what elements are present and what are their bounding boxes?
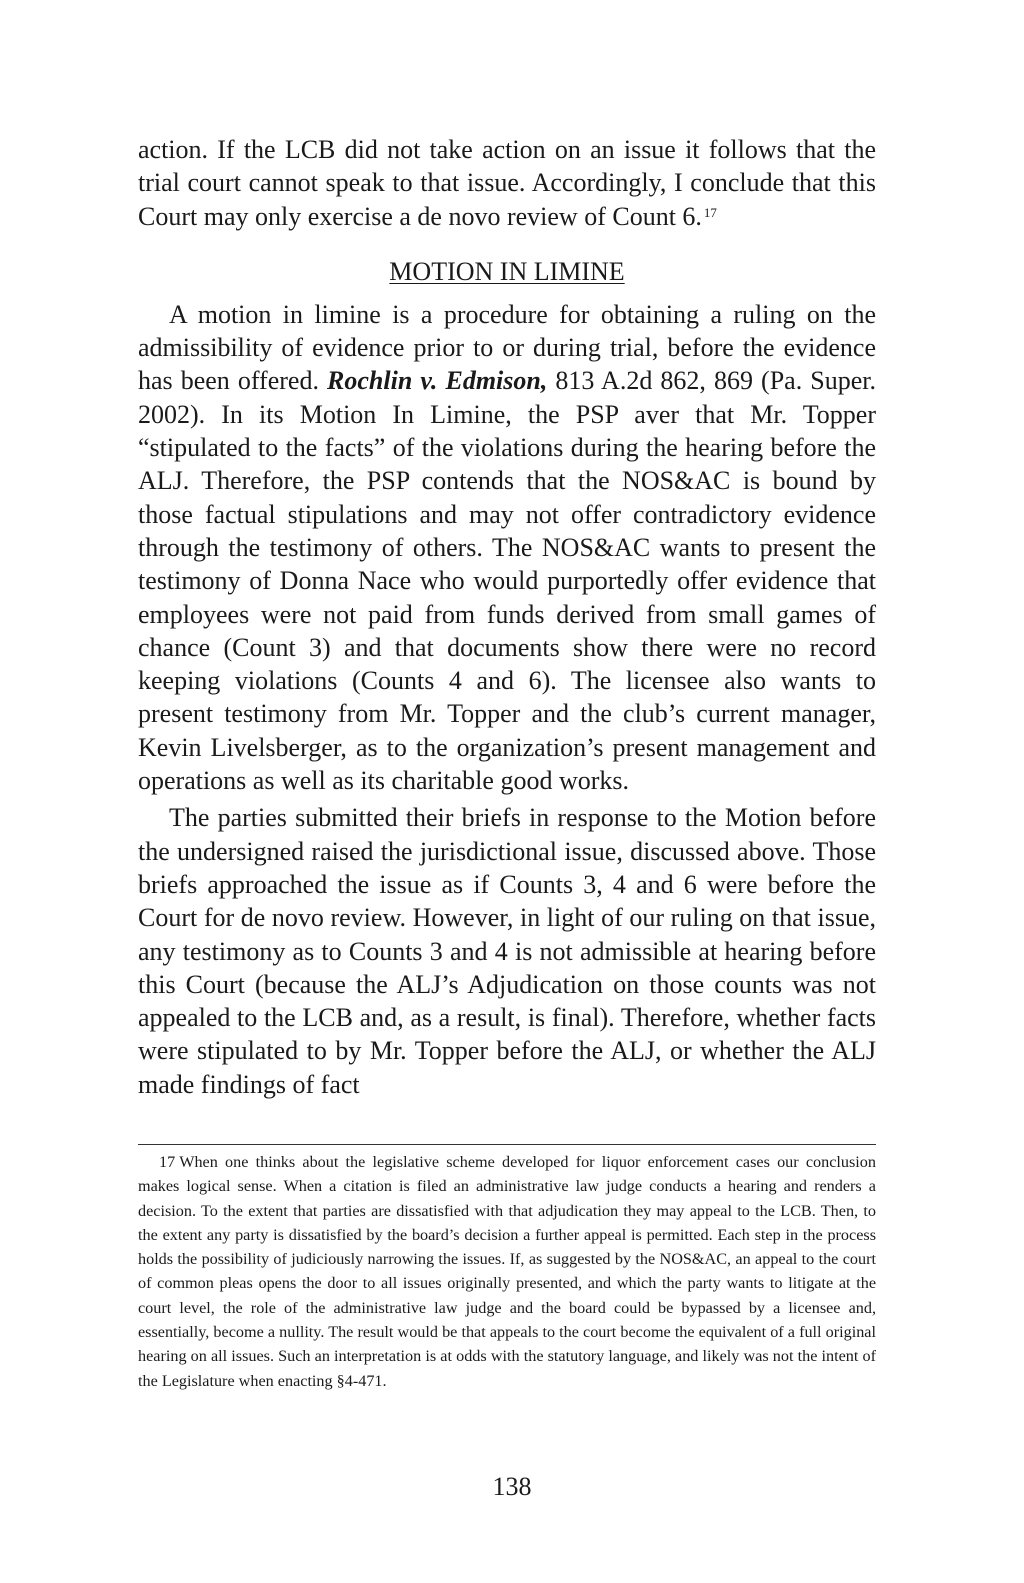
paragraph-motion-in-limine: [138, 298, 876, 797]
paragraph-text-after-case: 813 A.2d 862, 869 (Pa. Super. 2002). In its Motion In Limine, the PSP aver that Mr. Topper “stipulated to the facts” of the violations during the hearing before the ALJ. Therefore, the PSP contends that the NOS&AC is bound by those factual stipulations and may not offer contradictory evidence through the testimony of others. The NOS&AC wants to present the testimony of Donna Nace who would purportedly offer evidence that employees were not paid from funds derived from small games of chance (Count 3) and that documents show there were no record keeping violations (Counts 4 and 6). The licensee also wants to present testimony from Mr. Topper and the club’s current manager, Kevin Livelsberger, as to the organization’s present management and operations as well as its charitable good works.: [138, 366, 876, 796]
footnote: [138, 1150, 876, 1393]
footnote-number: 17: [159, 1153, 176, 1171]
case-citation-name: Rochlin v. Edmison,: [327, 366, 548, 396]
footnote-text: When one thinks about the legislative scheme developed for liquor enforcement cases our conclusion makes logical sense. When a citation is filed an administrative law judge conducts a hearing and renders a decision. To the extent that parties are dissatisfied with that adjudication they may appeal to the LCB. Then, to the extent any party is dissatisfied by the board’s decision a further appeal is permitted. Each step in the process holds the possibility of judiciously narrowing the issues. If, as suggested by the NOS&AC, an appeal to the court of common pleas opens the door to all issues originally presented, and which the party wants to litigate at the court level, the role of the administrative law judge and the board could be bypassed by a licensee and, essentially, become a nullity. The result would be that appeals to the court become the equivalent of a full original hearing on all issues. Such an interpretation is at odds with the statutory language, and likely was not the intent of the Legislature when enacting §4-471.: [138, 1153, 876, 1390]
page-body: [138, 133, 876, 1101]
footnote-reference[interactable]: 17: [703, 204, 717, 220]
paragraph-continuation: [138, 133, 876, 233]
page-number: 138: [492, 1472, 532, 1501]
paragraph-text-before-case: A motion in limine is a procedure for obtaining a ruling on the admissibility of evidence prior to or during trial, before the evidence has been offered.: [138, 299, 876, 396]
paragraph-briefs: The parties submitted their briefs in response to the Motion before the undersigned raised the jurisdictional issue, discussed above. Those briefs approached the issue as if Counts 3, 4 and 6 were before the Court for de novo review. However, in light of our ruling on that issue, any testimony as to Counts 3 and 4 is not admissible at hearing before this Court (because the ALJ’s Adjudication on those counts was not appealed to the LCB and, as a result, is final). Therefore, whether facts were stipulated to by Mr. Topper before the ALJ, or whether the ALJ made findings of fact: [138, 803, 876, 1099]
section-heading: MOTION IN LIMINE: [389, 256, 625, 286]
paragraph-continuation-text: action. If the LCB did not take action on an issue it follows that the trial court cannot speak to that issue. Accordingly, I conclude that this Court may only exercise a de novo review of Count 6.: [138, 135, 876, 231]
footnote-divider: [138, 1144, 876, 1145]
